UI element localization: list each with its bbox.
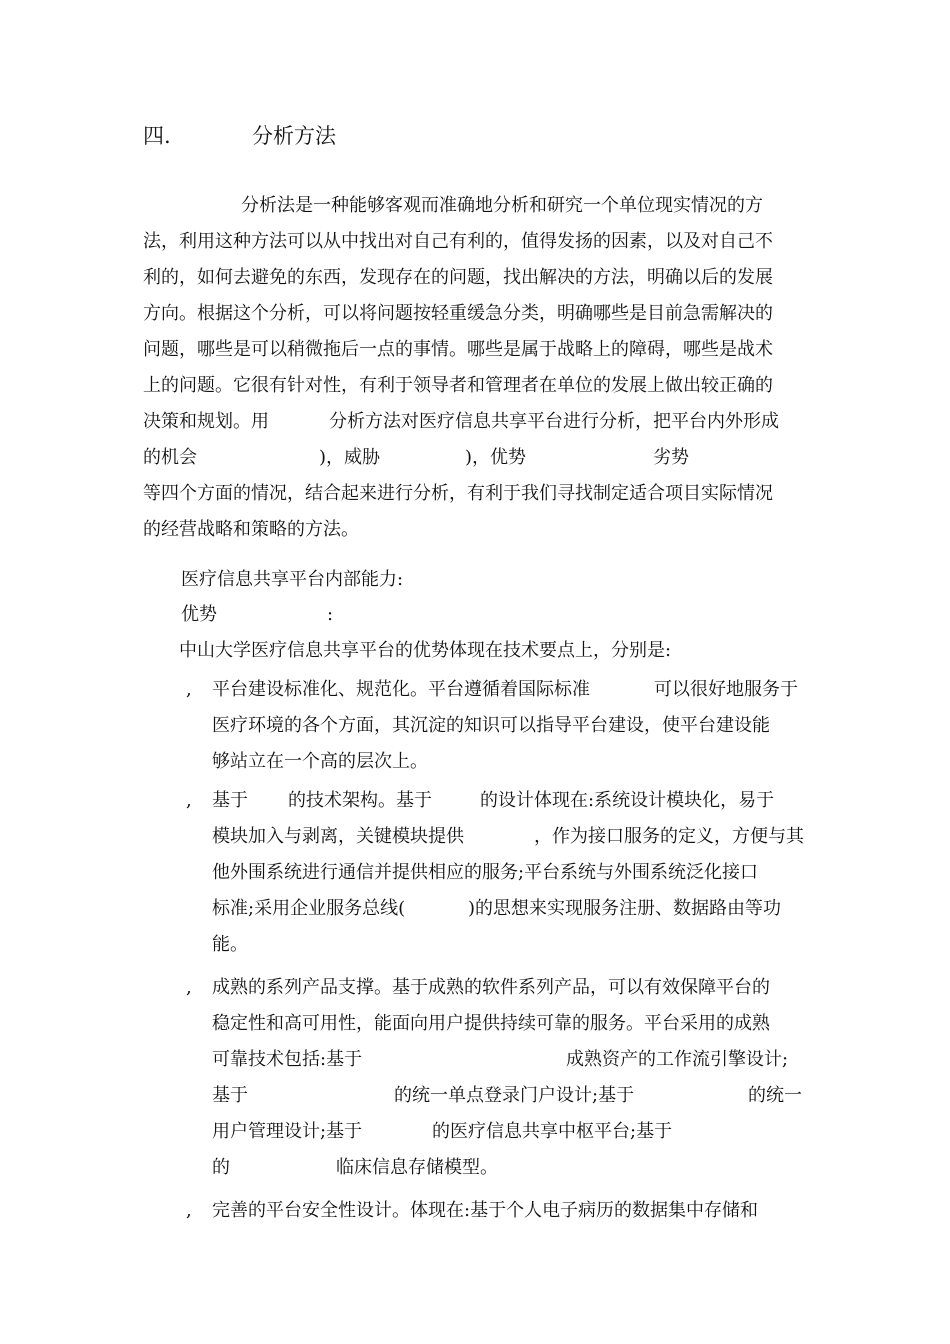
bullet-3-line4-b: 的统一单点登录门户设计;基于 — [394, 1085, 635, 1106]
para1-line7-b: 分析方法对医疗信息共享平台进行分析，把平台内外形成 — [329, 411, 779, 432]
bullet-3-line5-a: 用户管理设计;基于 — [212, 1121, 363, 1142]
bullet-3-line6-a: 的 — [212, 1157, 230, 1178]
bullet-3-line4-c: 的统一 — [748, 1085, 802, 1106]
para1-line3: 利的，如何去避免的东西，发现存在的问题，找出解决的方法，明确以后的发展 — [143, 267, 773, 288]
bullet-4-line1: 完善的平台安全性设计。体现在:基于个人电子病历的数据集中存储和 — [212, 1200, 759, 1221]
bullet-1-line1-a: 平台建设标准化、规范化。平台遵循着国际标准 — [212, 679, 590, 700]
advantage-intro: 中山大学医疗信息共享平台的优势体现在技术要点上，分别是: — [179, 640, 672, 661]
para1-line8-c: )，优势 — [465, 447, 527, 468]
para1-line2: 法，利用这种方法可以从中找出对自己有利的，值得发扬的因素，以及对自己不 — [143, 231, 773, 252]
advantage-label-text: 优势 — [181, 604, 217, 625]
bullet-2-line1 — [212, 789, 812, 813]
para1-line8-a: 的机会 — [143, 447, 197, 468]
bullet-2-line1-a: 基于 — [212, 790, 248, 811]
bullet-2-line2 — [212, 825, 812, 849]
bullet-2-line1-c: 的设计体现在:系统设计模块化，易于 — [480, 790, 775, 811]
bullet-2-line4-a: 标准;采用企业服务总线( — [212, 898, 406, 919]
bullet-3-line1: 成熟的系列产品支撑。基于成熟的软件系列产品，可以有效保障平台的 — [212, 977, 770, 998]
bullet-2-line2-b: ，作为接口服务的定义，方便与其 — [534, 826, 804, 847]
para1-line10: 的经营战略和策略的方法。 — [143, 519, 359, 540]
bullet-3-line6-b: 临床信息存储模型。 — [336, 1157, 498, 1178]
bullet-2-mark: , — [186, 790, 192, 811]
bullet-3-line4 — [212, 1084, 812, 1108]
bullet-3-mark: , — [186, 977, 192, 998]
advantage-label-colon: : — [327, 604, 334, 625]
bullet-2-line4-b: )的思想来实现服务注册、数据路由等功 — [468, 898, 782, 919]
section-title: 分析方法 — [252, 124, 336, 148]
advantage-label — [181, 603, 381, 627]
para1-line8 — [143, 446, 813, 470]
section-number: 四. — [143, 124, 171, 148]
para1-line6: 上的问题。它很有针对性，有利于领导者和管理者在单位的发展上做出较正确的 — [143, 375, 773, 396]
bullet-3-line5-b: 的医疗信息共享中枢平台;基于 — [432, 1121, 673, 1142]
bullet-2-line5: 能。 — [212, 934, 248, 955]
para1-line9: 等四个方面的情况，结合起来进行分析，有利于我们寻找制定适合项目实际情况 — [143, 483, 773, 504]
bullet-3-line3 — [212, 1048, 812, 1072]
bullet-3-line6 — [212, 1156, 812, 1180]
para1-line8-b: )，威胁 — [319, 447, 381, 468]
bullet-2-line4 — [212, 897, 812, 921]
para1-line4: 方向。根据这个分析，可以将问题按轻重缓急分类，明确哪些是目前急需解决的 — [143, 303, 773, 324]
bullet-1-line1 — [212, 678, 812, 702]
bullet-1-line2: 医疗环境的各个方面，其沉淀的知识可以指导平台建设，使平台建设能 — [212, 715, 770, 736]
bullet-3-line3-b: 成熟资产的工作流引擎设计; — [566, 1049, 789, 1070]
bullet-3-line3-a: 可靠技术包括:基于 — [212, 1049, 363, 1070]
bullet-1-line1-b: 可以很好地服务于 — [654, 679, 798, 700]
bullet-2-line3: 他外围系统进行通信并提供相应的服务;平台系统与外围系统泛化接口 — [212, 862, 759, 883]
internal-capability-title: 医疗信息共享平台内部能力: — [181, 569, 404, 590]
bullet-1-line3: 够站立在一个高的层次上。 — [212, 751, 428, 772]
bullet-3-line2: 稳定性和高可用性，能面向用户提供持续可靠的服务。平台采用的成熟 — [212, 1013, 770, 1034]
para1-line7 — [143, 410, 813, 434]
bullet-4-mark: , — [186, 1200, 192, 1221]
para1-line1: 分析法是一种能够客观而准确地分析和研究一个单位现实情况的方 — [241, 195, 763, 216]
para1-line7-a: 决策和规划。用 — [143, 411, 269, 432]
bullet-3-line4-a: 基于 — [212, 1085, 248, 1106]
bullet-2-line1-b: 的技术架构。基于 — [288, 790, 432, 811]
bullet-2-line2-a: 模块加入与剥离，关键模块提供 — [212, 826, 464, 847]
bullet-1-mark: , — [186, 679, 192, 700]
para1-line5: 问题，哪些是可以稍微拖后一点的事情。哪些是属于战略上的障碍，哪些是战术 — [143, 339, 773, 360]
bullet-3-line5 — [212, 1120, 812, 1144]
para1-line8-d: 劣势 — [653, 447, 689, 468]
